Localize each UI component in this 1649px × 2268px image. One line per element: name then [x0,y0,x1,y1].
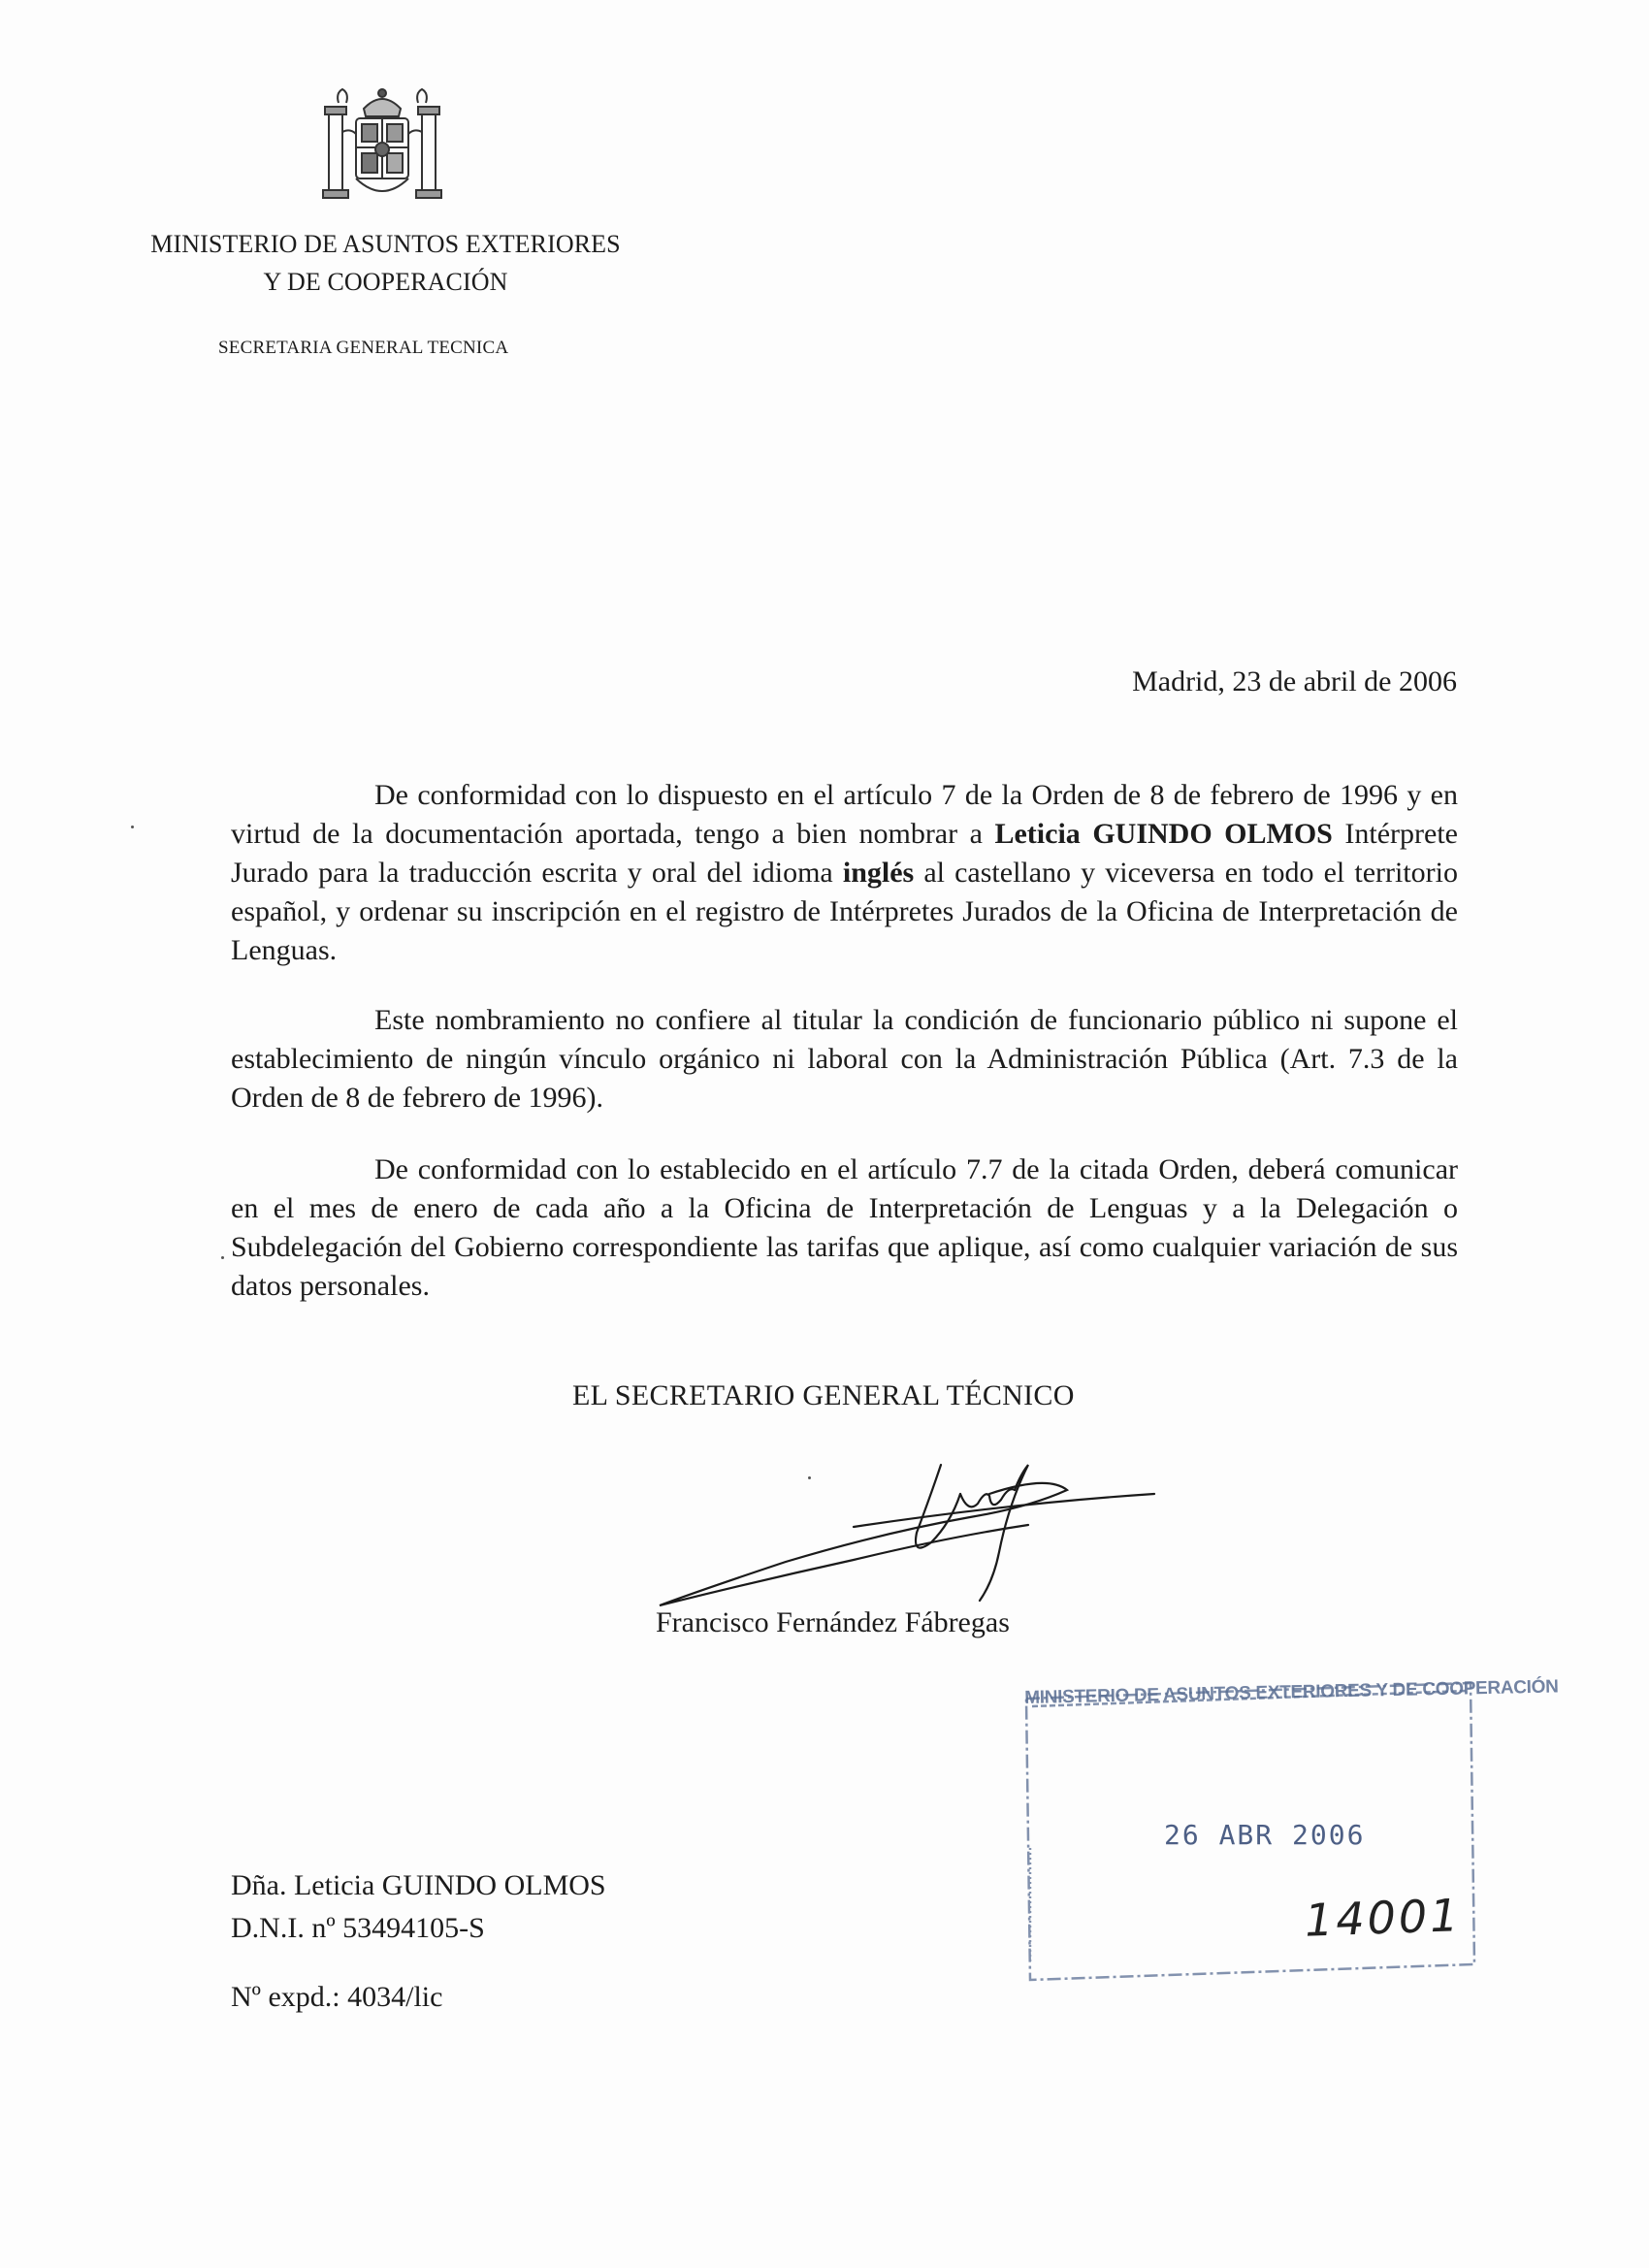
appointee-surname: GUINDO OLMOS [1092,818,1333,850]
ministry-line-2: Y DE COOPERACIÓN [263,268,508,296]
signatory-name: Francisco Fernández Fábregas [656,1606,1010,1638]
appointee-given-name: Leticia [994,818,1093,850]
addressee-name: Dña. Leticia GUINDO OLMOS [231,1869,606,1901]
scan-speck [808,1476,811,1479]
paragraph-appointment [231,776,1458,970]
paragraph-status-text: Este nombramiento no confiere al titular la condición de funcionario público ni supone el establecimiento de ningún vínculo orgánico ni laboral con la Administración Pública (Art. 7.3 de la Orden de 8 de febrero de 1996). [231,1004,1458,1114]
scan-speck [131,826,134,828]
coat-of-arms-icon [315,80,449,210]
stamp-registry-number: 14001 [1304,1889,1463,1947]
paragraph-obligations [231,1150,1458,1306]
scan-speck [221,1256,224,1259]
stamp-date: 26 ABR 2006 [1164,1819,1366,1851]
handwritten-signature [640,1436,1183,1620]
p1-text-c: al castellano y viceversa en todo el territorio español, y ordenar su inscripción en el registro de Intérpretes Jurados de la Oficina de Interpretación de Lenguas. [231,857,1458,966]
ministry-line-1: MINISTERIO DE ASUNTOS EXTERIORES [150,230,621,258]
addressee-dni: D.N.I. nº 53494105-S [231,1912,485,1944]
letter-date: Madrid, 23 de abril de 2006 [1132,665,1457,697]
p1-text-b: Intérprete Jurado para la traducción escrita y oral del idioma [231,818,1458,889]
paragraph-obligations-text: De conformidad con lo establecido en el artículo 7.7 de la citada Orden, deberá comunicar en el mes de enero de cada año a la Oficina de Interpretación de Lenguas y a la Delegación o Subdelegación del Gobierno correspondiente las tarifas que aplique, así como cualquier variación de sus datos personales. [231,1153,1458,1302]
ministry-name [116,225,655,301]
paragraph-status [231,1001,1458,1118]
language: inglés [842,857,915,889]
p1-text-a: De conformidad con lo dispuesto en el artículo 7 de la Orden de 8 de febrero de 1996 y en virtud de la documentación aportada, tengo a bien nombrar a [231,779,1458,850]
file-number: Nº expd.: 4034/lic [231,1981,443,2013]
stamp-header: MINISTERIO DE ASUNTOS EXTERIORES Y DE COOPERACIÓN [1024,1676,1559,1708]
signatory-title: EL SECRETARIO GENERAL TÉCNICO [572,1379,1075,1411]
addressee-block [231,1864,606,1950]
department-name: SECRETARIA GENERAL TECNICA [218,338,509,358]
